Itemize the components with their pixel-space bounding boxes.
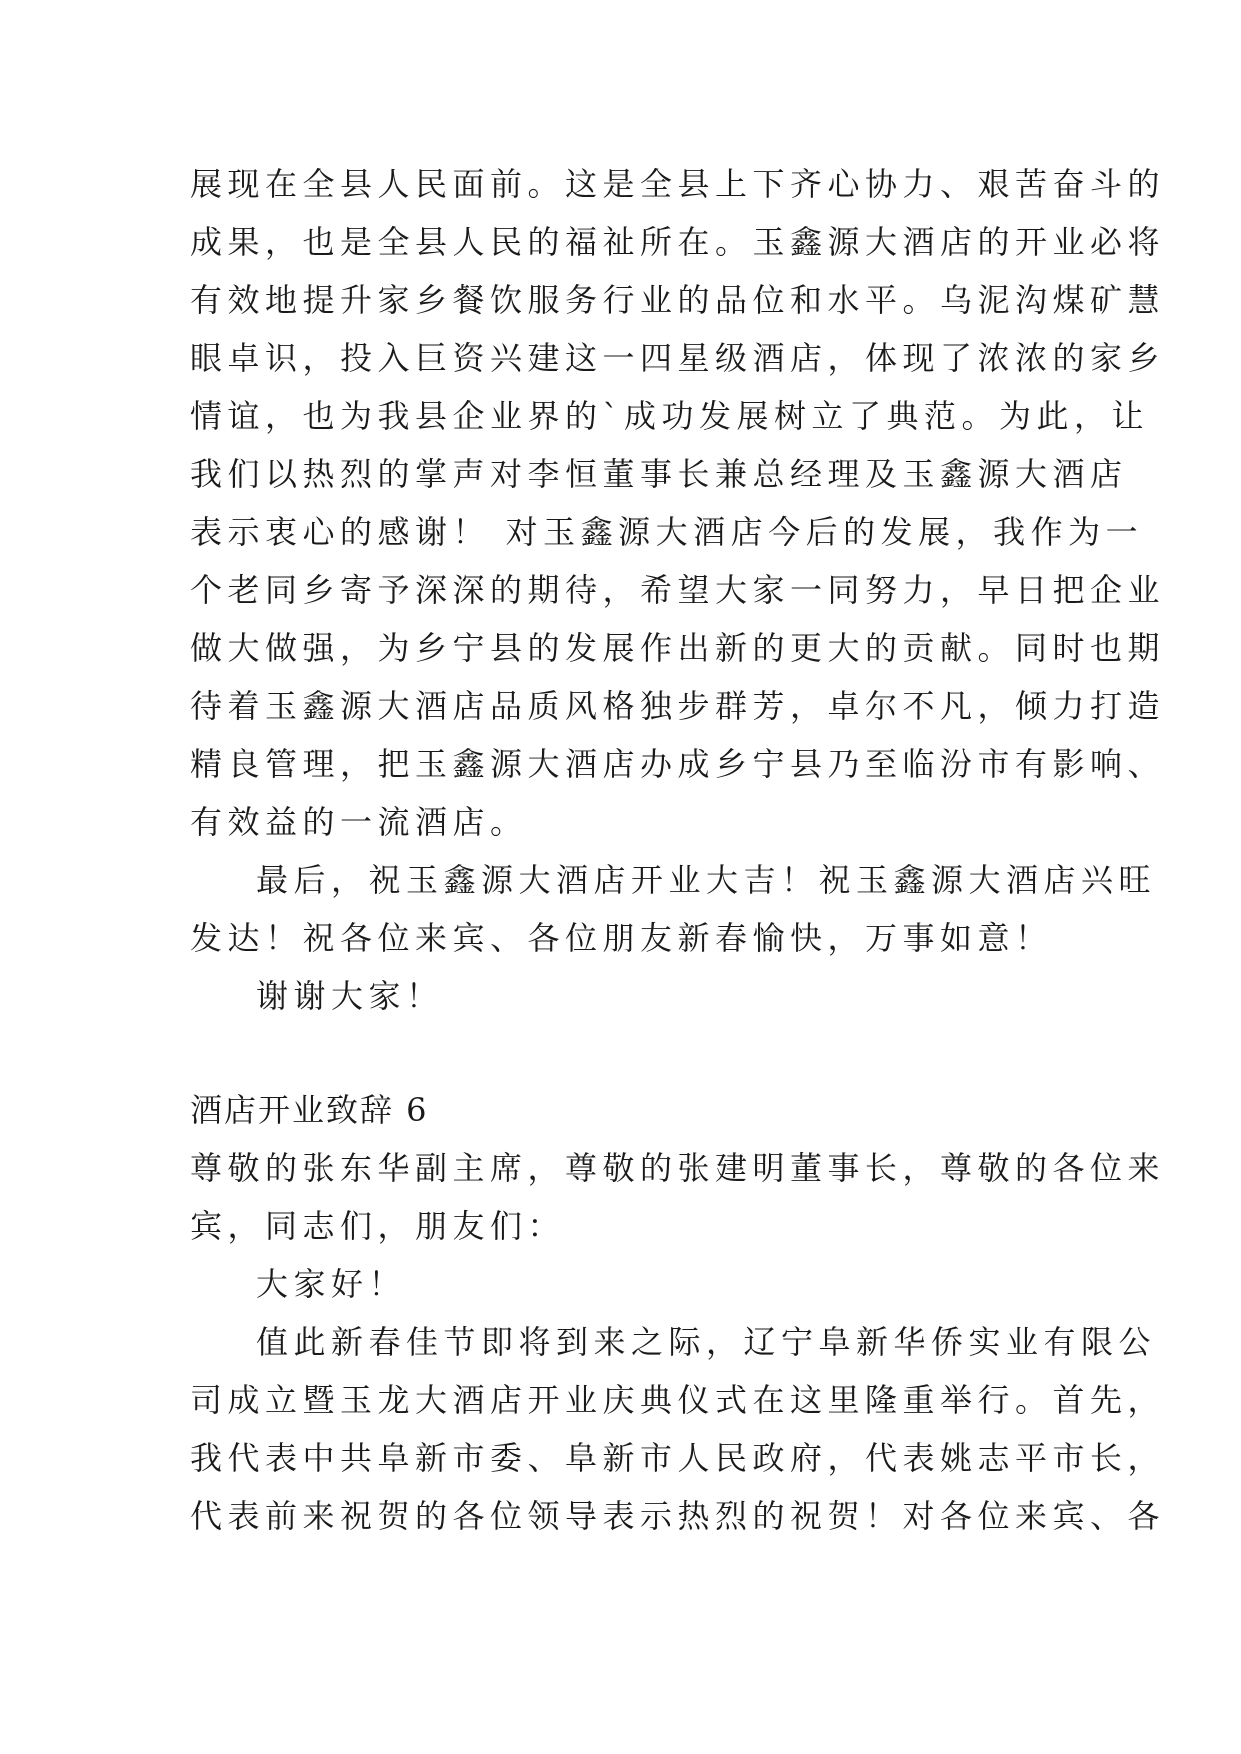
paragraph-line: 值此新春佳节即将到来之际，辽宁阜新华侨实业有限公 bbox=[256, 1323, 1157, 1361]
paragraph-line: 谢谢大家！ bbox=[256, 977, 444, 1015]
paragraph-line: 展现在全县人民面前。这是全县上下齐心协力、艰苦奋斗的 bbox=[190, 165, 1166, 203]
paragraph-line: 情谊，也为我县企业界的`成功发展树立了典范。为此，让 bbox=[190, 397, 1150, 435]
paragraph-line: 有效地提升家乡餐饮服务行业的品位和水平。乌泥沟煤矿慧 bbox=[190, 281, 1166, 319]
paragraph-line: 尊敬的张东华副主席，尊敬的张建明董事长，尊敬的各位来 bbox=[190, 1149, 1166, 1187]
paragraph-line: 眼卓识，投入巨资兴建这一四星级酒店，体现了浓浓的家乡 bbox=[190, 339, 1166, 377]
paragraph-line: 精良管理，把玉鑫源大酒店办成乡宁县乃至临汾市有影响、 bbox=[190, 745, 1166, 783]
paragraph-line: 最后，祝玉鑫源大酒店开业大吉！祝玉鑫源大酒店兴旺 bbox=[256, 861, 1157, 899]
paragraph-line: 成果，也是全县人民的福祉所在。玉鑫源大酒店的开业必将 bbox=[190, 223, 1166, 261]
paragraph-line: 待着玉鑫源大酒店品质风格独步群芳，卓尔不凡，倾力打造 bbox=[190, 687, 1166, 725]
paragraph-line: 大家好！ bbox=[256, 1265, 407, 1303]
paragraph-line: 有效益的一流酒店。 bbox=[190, 803, 528, 841]
paragraph-line: 我们以热烈的掌声对李恒董事长兼总经理及玉鑫源大酒店 bbox=[190, 455, 1128, 493]
paragraph-line: 代表前来祝贺的各位领导表示热烈的祝贺！对各位来宾、各 bbox=[190, 1497, 1166, 1535]
paragraph-line: 我代表中共阜新市委、阜新市人民政府，代表姚志平市长， bbox=[190, 1439, 1166, 1477]
paragraph-line: 宾，同志们，朋友们： bbox=[190, 1207, 566, 1245]
section-heading: 酒店开业致辞 6 bbox=[190, 1091, 429, 1129]
paragraph-line: 表示衷心的感谢！ 对玉鑫源大酒店今后的发展，我作为一 bbox=[190, 513, 1144, 551]
paragraph-line: 做大做强，为乡宁县的发展作出新的更大的贡献。同时也期 bbox=[190, 629, 1166, 667]
paragraph-line: 发达！祝各位来宾、各位朋友新春愉快，万事如意！ bbox=[190, 919, 1053, 957]
paragraph-line: 个老同乡寄予深深的期待，希望大家一同努力，早日把企业 bbox=[190, 571, 1166, 609]
paragraph-line: 司成立暨玉龙大酒店开业庆典仪式在这里隆重举行。首先， bbox=[190, 1381, 1166, 1419]
